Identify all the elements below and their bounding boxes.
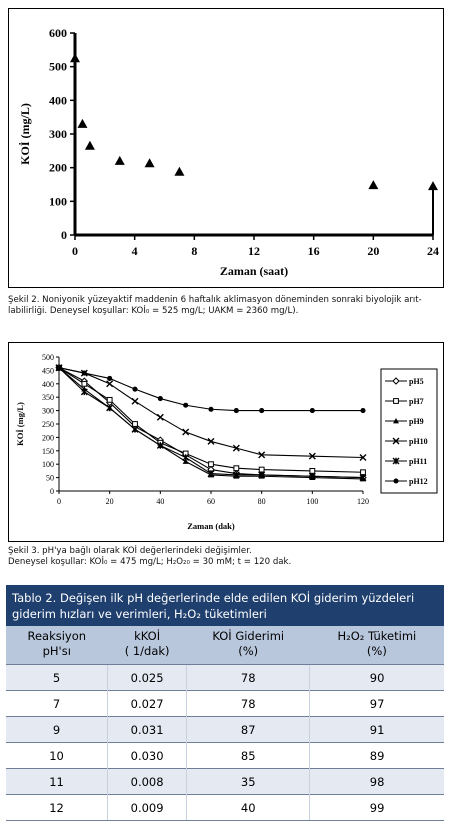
series-line-ph11 xyxy=(59,368,363,478)
table-cell: 90 xyxy=(310,665,444,691)
data-point-ph12 xyxy=(310,408,315,413)
y-tick-label: 100 xyxy=(42,460,54,470)
data-point-ph7 xyxy=(133,422,138,427)
table-cell: 0.031 xyxy=(108,717,187,743)
table-row xyxy=(6,743,444,769)
x-tick-label: 16 xyxy=(307,244,320,258)
table-cell: 0.030 xyxy=(108,743,187,769)
legend-box xyxy=(381,369,437,493)
figure-2-caption xyxy=(8,295,444,317)
legend-label-ph7: pH7 xyxy=(409,397,424,406)
data-point-ph12 xyxy=(360,408,365,413)
x-tick-label: 0 xyxy=(72,244,78,258)
table-cell: 9 xyxy=(6,717,108,743)
y-tick-label: 200 xyxy=(42,433,54,443)
header-reaction-ph xyxy=(6,626,108,665)
figure-2-caption-line-2: labilirliği. Deneysel koşullar: KOİ₀ = 525 mg/L; UAKM = 2360 mg/L). xyxy=(8,306,299,316)
header-koi-removal-line-2: (%) xyxy=(238,644,259,658)
legend-marker-ph7 xyxy=(394,399,399,404)
table-title xyxy=(6,585,444,626)
data-point-ph12 xyxy=(132,387,137,392)
table-cell: 40 xyxy=(187,795,310,821)
table-cell: 97 xyxy=(310,691,444,717)
table-row xyxy=(6,717,444,743)
y-tick-label: 500 xyxy=(49,59,67,74)
table-cell: 87 xyxy=(187,717,310,743)
y-tick-label: 50 xyxy=(46,473,54,483)
table-row xyxy=(6,665,444,691)
figure-3-caption-line-2: Deneysel koşullar: KOİ₀ = 475 mg/L; H₂O₂₀ = 30 mM; t = 120 dak. xyxy=(8,557,292,567)
data-point-ph12 xyxy=(158,396,163,401)
table-cell: 85 xyxy=(187,743,310,769)
table-row xyxy=(6,691,444,717)
data-point-ph7 xyxy=(107,397,112,402)
figure-2-scatter-chart xyxy=(9,9,443,287)
table-cell: 7 xyxy=(6,691,108,717)
x-axis-label: Zaman (saat) xyxy=(219,264,289,278)
data-point-ph11 xyxy=(183,454,189,461)
data-point-triangle xyxy=(115,156,125,165)
y-tick-label: 250 xyxy=(42,420,54,429)
table-cell: 98 xyxy=(310,769,444,795)
data-point-ph12 xyxy=(259,408,264,413)
table-row xyxy=(6,769,444,795)
table-row xyxy=(6,795,444,821)
series-line-ph5 xyxy=(59,368,363,478)
data-point-ph7 xyxy=(310,469,315,474)
table-cell: 89 xyxy=(310,743,444,769)
figure-3-line-chart xyxy=(9,343,443,541)
series-line-ph10 xyxy=(59,368,363,458)
data-point-triangle xyxy=(85,141,95,150)
data-point-ph11 xyxy=(81,389,87,396)
y-axis-label: KOİ (mg/L) xyxy=(18,103,32,165)
y-tick-label: 100 xyxy=(49,194,67,209)
table-cell: 10 xyxy=(6,743,108,769)
data-point-triangle xyxy=(77,119,87,128)
data-point-triangle xyxy=(70,53,80,62)
y-tick-label: 150 xyxy=(42,446,54,456)
data-point-ph12 xyxy=(234,408,239,413)
table-cell: 78 xyxy=(187,665,310,691)
table-cell: 0.025 xyxy=(108,665,187,691)
x-tick-label: 40 xyxy=(156,497,165,506)
figure-2-caption-line-1: Şekil 2. Noniyonik yüzeyaktif maddenin 6 haftalık aklimasyon döneminden sonraki biyolojik arıt- xyxy=(8,295,422,305)
legend-label-ph5: pH5 xyxy=(409,377,424,386)
table-header-row xyxy=(6,626,444,665)
y-tick-label: 450 xyxy=(42,366,54,376)
y-tick-label: 300 xyxy=(42,406,54,416)
y-tick-label: 300 xyxy=(49,127,67,141)
x-tick-label: 20 xyxy=(367,244,380,258)
legend-label-ph9: pH9 xyxy=(409,417,424,426)
table-title-line-1: Tablo 2. Değişen ilk pH değerlerinde elde edilen KOİ giderim yüzdeleri xyxy=(12,591,415,605)
y-tick-label: 350 xyxy=(42,393,54,403)
data-point-triangle xyxy=(368,180,378,189)
data-point-ph12 xyxy=(56,365,61,370)
data-point-ph7 xyxy=(259,467,264,472)
data-point-triangle xyxy=(145,158,155,167)
x-tick-label: 80 xyxy=(257,497,266,506)
data-point-ph11 xyxy=(107,405,113,412)
y-tick-label: 0 xyxy=(61,228,67,242)
y-tick-label: 400 xyxy=(49,93,67,108)
y-tick-label: 0 xyxy=(50,487,54,496)
figure-3-caption xyxy=(8,546,444,568)
x-tick-label: 120 xyxy=(357,497,369,506)
data-point-ph7 xyxy=(82,381,87,386)
table-cell: 0.009 xyxy=(108,795,187,821)
data-point-ph12 xyxy=(183,403,188,408)
table-cell: 99 xyxy=(310,795,444,821)
x-tick-label: 20 xyxy=(105,497,114,506)
table-cell: 11 xyxy=(6,769,108,795)
x-tick-label: 8 xyxy=(191,244,198,258)
data-point-ph10 xyxy=(107,381,113,387)
legend-marker-ph12 xyxy=(393,478,398,483)
legend-label-ph10: pH10 xyxy=(409,437,428,446)
legend-label-ph12: pH12 xyxy=(409,477,428,486)
header-reaction-ph-line-1: Reaksiyon xyxy=(27,629,87,643)
x-tick-label: 4 xyxy=(131,244,138,258)
table-cell: 78 xyxy=(187,691,310,717)
y-tick-label: 600 xyxy=(49,26,67,40)
y-axis-label: KOİ (mg/L) xyxy=(15,402,25,446)
figure-3-chart-frame xyxy=(8,342,444,542)
header-koi-removal-line-1: KOİ Giderimi xyxy=(212,629,285,643)
y-tick-label: 200 xyxy=(49,160,67,175)
table-cell: 12 xyxy=(6,795,108,821)
y-tick-label: 400 xyxy=(42,379,54,389)
table-title-line-2: giderim hızları ve verimleri, H₂O₂ tüketimleri xyxy=(12,607,267,621)
data-point-ph7 xyxy=(361,470,366,475)
table-2 xyxy=(6,585,444,821)
data-point-ph7 xyxy=(234,466,239,471)
data-point-ph12 xyxy=(82,371,87,376)
header-reaction-ph-line-2: pH'sı xyxy=(42,644,71,658)
header-h2o2-line-2: (%) xyxy=(366,644,387,658)
figure-2-chart-frame xyxy=(8,8,444,288)
table-cell: 91 xyxy=(310,717,444,743)
data-point-ph7 xyxy=(209,462,214,467)
table-cell: 0.008 xyxy=(108,769,187,795)
header-k-koi-line-2: ( 1/dak) xyxy=(124,644,170,658)
table-cell: 35 xyxy=(187,769,310,795)
x-axis-label: Zaman (dak) xyxy=(187,521,235,531)
x-tick-label: 12 xyxy=(248,244,260,258)
data-point-ph10 xyxy=(183,429,189,435)
header-h2o2-line-1: H₂O₂ Tüketimi xyxy=(337,629,417,643)
header-k-koi-line-1: kKOİ xyxy=(134,629,161,643)
table-cell: 5 xyxy=(6,665,108,691)
x-tick-label: 24 xyxy=(427,244,439,258)
x-tick-label: 100 xyxy=(306,497,319,506)
header-koi-removal xyxy=(187,626,310,665)
table-cell: 0.027 xyxy=(108,691,187,717)
data-point-ph12 xyxy=(208,407,213,412)
data-point-ph10 xyxy=(157,414,163,420)
data-point-triangle xyxy=(174,167,184,176)
legend xyxy=(381,369,437,493)
x-tick-label: 60 xyxy=(207,497,215,506)
header-h2o2-consumption xyxy=(310,626,444,665)
data-point-triangle xyxy=(428,181,438,190)
y-tick-label: 500 xyxy=(42,353,54,362)
figure-3-caption-line-1: Şekil 3. pH'ya bağlı olarak KOİ değerlerindeki değişimler. xyxy=(8,546,252,556)
data-point-ph10 xyxy=(132,398,138,404)
data-point-ph11 xyxy=(132,426,138,433)
results-table xyxy=(6,626,444,821)
legend-label-ph11: pH11 xyxy=(409,457,428,466)
data-point-ph12 xyxy=(107,376,112,381)
header-k-koi xyxy=(108,626,187,665)
x-tick-label: 0 xyxy=(57,497,61,506)
